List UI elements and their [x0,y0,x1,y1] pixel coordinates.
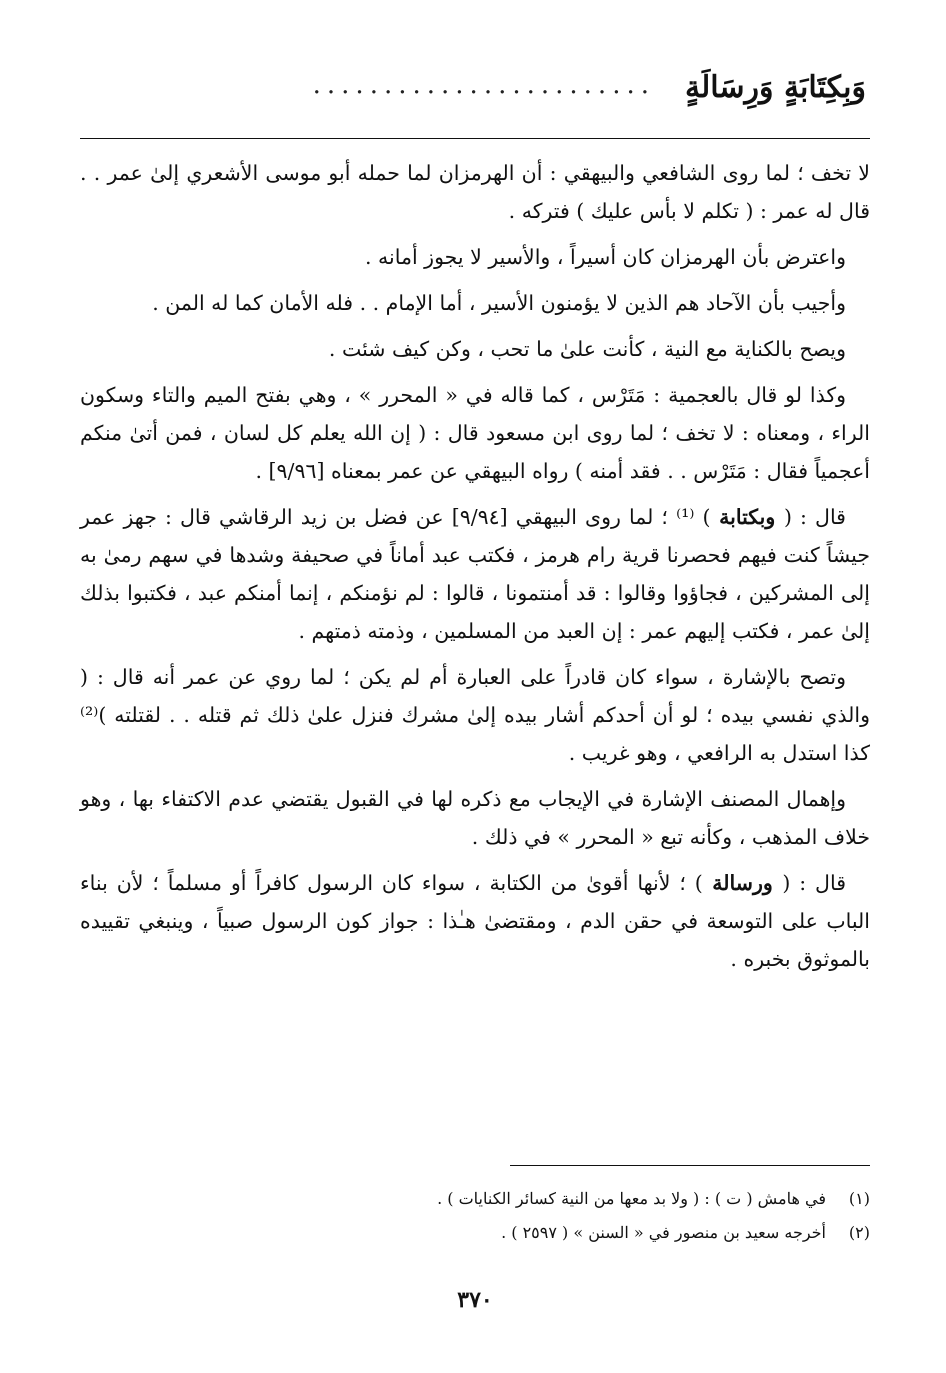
paragraph-8: وإهمال المصنف الإشارة في الإيجاب مع ذكره لها في القبول يقتضي عدم الاكتفاء بها ، وهو خلاف المذهب ، وكأنه تبع « المحرر » في ذلك . [80,787,870,849]
body-text [80,154,870,986]
footnote-number: (١) [848,1189,870,1208]
running-title-dots: ........................ [312,70,655,100]
matn-bold-writing: وبكتابة [710,505,784,529]
footnote-marker-2: ⁽²⁾ [80,703,99,727]
footnote-text: أخرجه سعيد بن منصور في « السنن » ( ٢٥٩٧ ) . [501,1223,826,1242]
paragraph-6-text: ؛ لما روى البيهقي [٩/٩٤] عن فضل بن زيد الرقاشي قال : جهز عمر جيشاً كنت فيهم فحصرنا قرية رام هرمز ، فكتب عبد أماناً في صحيفة وشدها في سهم رمىٰ به إلى المشركين ، فجاؤوا وقالوا : قد أمنتمونا ، قالوا : لم نؤمنكم ، إنما أمنكم عبد ، فكتبوا بذلك إلىٰ عمر ، فكتب إليهم عمر : إن العبد من المسلمين ، وذمته ذمتهم . [80,505,870,643]
paragraph-1: لا تخف ؛ لما روى الشافعي والبيهقي : أن الهرمزان لما حمله أبو موسى الأشعري إلىٰ عمر . . قال له عمر : ( تكلم لا بأس عليك ) فتركه . [80,161,870,223]
running-title: وَبِكِتَابَةٍ وَرِسَالَةٍ [685,70,866,105]
matn-bold-message: ورسالة [702,871,783,895]
book-page [80,62,870,1313]
footnote-1 [80,1182,870,1216]
footnotes [80,1182,870,1250]
paragraph-3: وأجيب بأن الآحاد هم الذين لا يؤمنون الأسير ، أما الإمام . . فله الأمان كما له المن . [152,291,846,315]
footnote-text: في هامش ( ت ) : ( ولا بد معها من النية كسائر الكنايات ) . [437,1189,826,1208]
footnote-rule [510,1165,870,1166]
paragraph-9-text: ) ؛ لأنها أقوىٰ من الكتابة ، سواء كان الرسول كافراً أو مسلماً ؛ لأن بناء الباب على التوسعة في حقن الدم ، ومقتضىٰ هـٰذا : جواز كون الرسول صبياً ، وينبغي تقييده بالموثوق بخبره . [80,871,870,971]
header-rule [80,138,870,139]
page-number: ٣٧٠ [457,1287,493,1313]
paragraph-6 [80,498,870,650]
paragraph-5: وكذا لو قال بالعجمية : مَتَرْس ، كما قاله في « المحرر » ، وهي بفتح الميم والتاء وسكون الراء ، ومعناه : لا تخف ؛ لما روى ابن مسعود قال : ( إن الله يعلم كل لسان ، فمن أتىٰ منكم أعجمياً فقال : مَتَرْس . . فقد أمنه ) رواه البيهقي عن عمر بمعناه [٩/٩٦] . [80,383,870,483]
footnote-marker-1: ) ⁽¹⁾ [676,505,711,529]
paragraph-4: ويصح بالكناية مع النية ، كأنت علىٰ ما تحب ، وكن كيف شئت . [328,337,846,361]
footnote-2 [80,1216,870,1250]
paragraph-9 [80,864,870,978]
quote-open: قال : ( [783,505,846,529]
page-header [80,62,870,120]
paragraph-7 [80,658,870,772]
paragraph-7-text: وتصح بالإشارة ، سواء كان قادراً على العبارة أم لم يكن ؛ لما روي عن عمر أنه قال : ( والذي نفسي بيده ؛ لو أن أحدكم أشار بيده إلىٰ مشرك فنزل علىٰ ذلك ثم قتله . . لقتلته ) [80,665,870,727]
paragraph-2: واعترض بأن الهرمزان كان أسيراً ، والأسير لا يجوز أمانه . [365,245,846,269]
quote-open: قال : ( [782,871,846,895]
paragraph-7-tail: كذا استدل به الرافعي ، وهو غريب . [568,741,870,765]
footnote-number: (٢) [848,1223,870,1242]
